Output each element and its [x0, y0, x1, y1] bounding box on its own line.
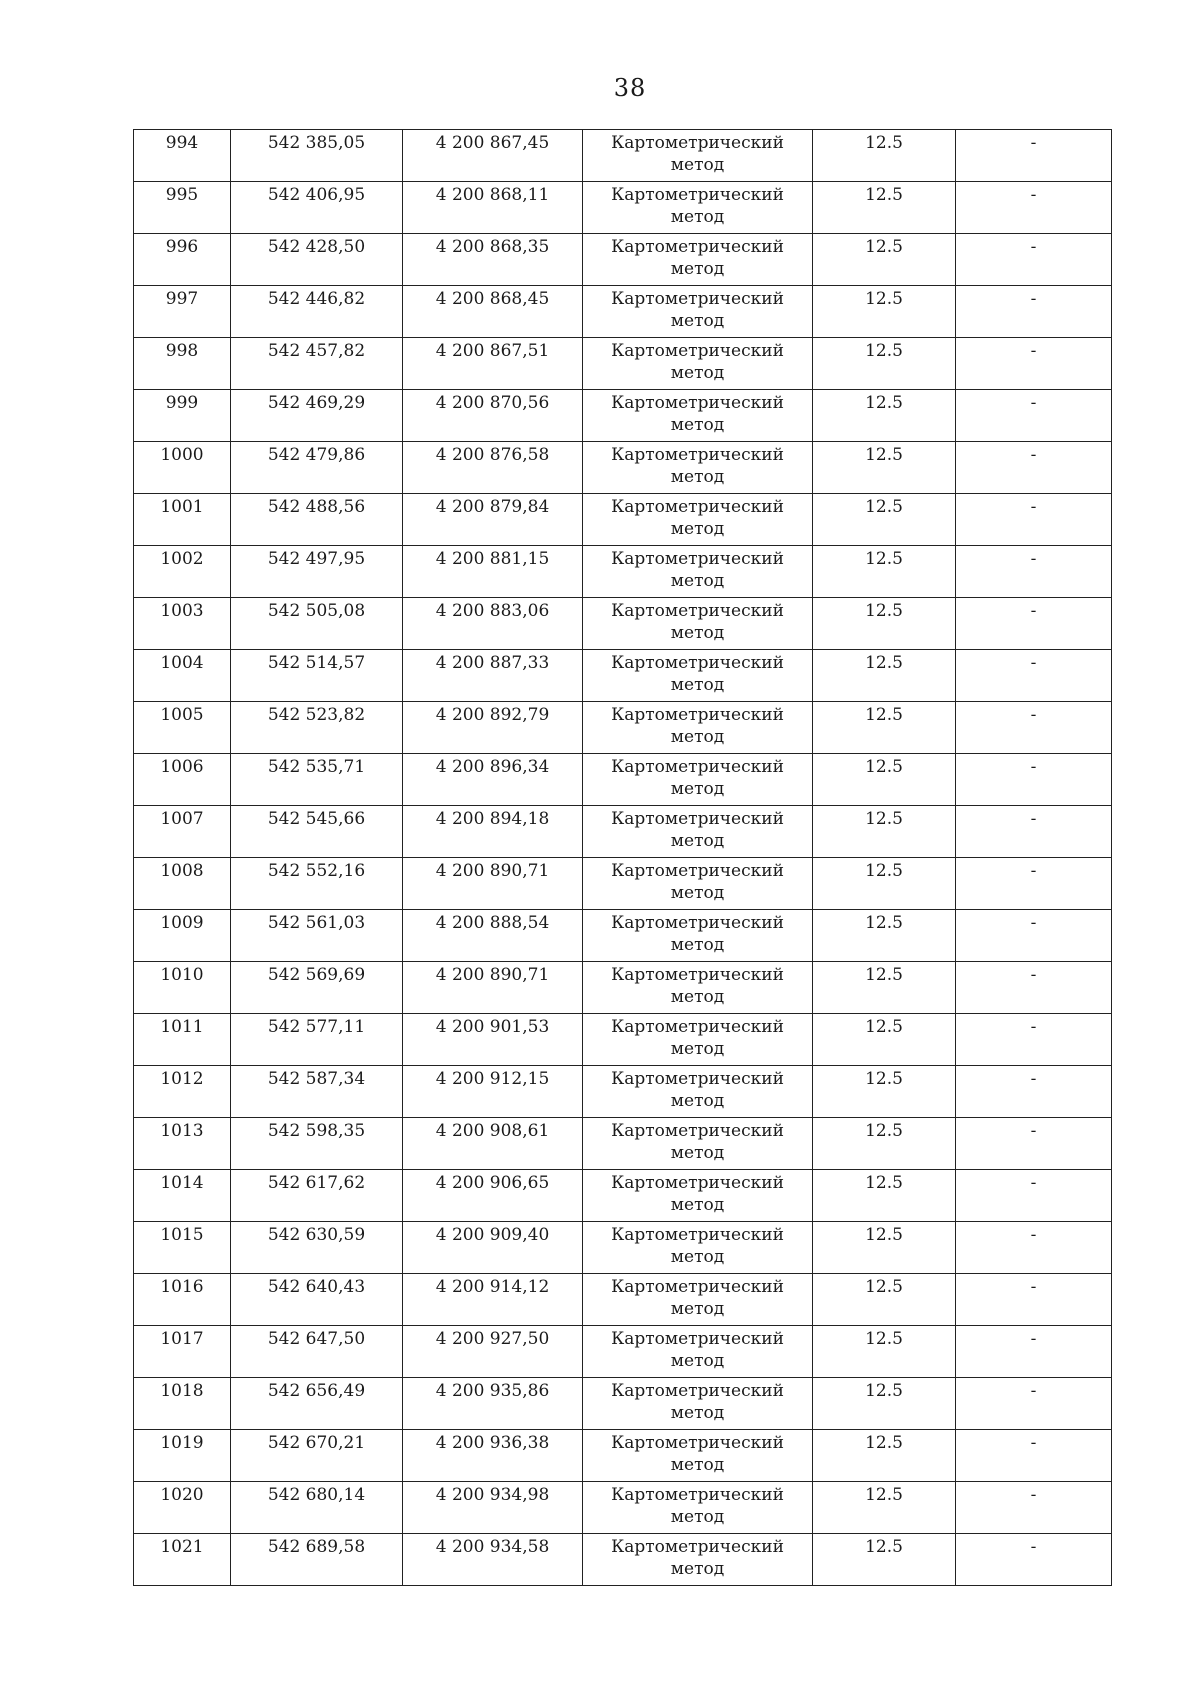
- table-row: [134, 546, 1112, 598]
- x-coordinate-cell: 542 647,50: [231, 1326, 403, 1378]
- method-line-2: метод: [670, 1195, 725, 1215]
- note-cell: -: [956, 390, 1112, 442]
- table-row: [134, 910, 1112, 962]
- method-line-1: Картометрический: [611, 1329, 784, 1349]
- accuracy-cell: 12.5: [813, 1274, 956, 1326]
- method-line-2: метод: [670, 623, 725, 643]
- method-line-1: Картометрический: [611, 1121, 784, 1141]
- note-cell: -: [956, 598, 1112, 650]
- method-line-2: метод: [670, 1247, 725, 1267]
- accuracy-cell: 12.5: [813, 962, 956, 1014]
- method-cell: [583, 1378, 813, 1430]
- y-coordinate-cell: 4 200 876,58: [403, 442, 583, 494]
- method-cell: [583, 598, 813, 650]
- note-cell: -: [956, 338, 1112, 390]
- method-line-2: метод: [670, 1351, 725, 1371]
- accuracy-cell: 12.5: [813, 182, 956, 234]
- y-coordinate-cell: 4 200 883,06: [403, 598, 583, 650]
- x-coordinate-cell: 542 670,21: [231, 1430, 403, 1482]
- point-number-cell: 1015: [134, 1222, 231, 1274]
- x-coordinate-cell: 542 469,29: [231, 390, 403, 442]
- method-line-2: метод: [670, 1455, 725, 1475]
- accuracy-cell: 12.5: [813, 858, 956, 910]
- x-coordinate-cell: 542 552,16: [231, 858, 403, 910]
- accuracy-cell: 12.5: [813, 546, 956, 598]
- y-coordinate-cell: 4 200 892,79: [403, 702, 583, 754]
- table-row: [134, 754, 1112, 806]
- method-line-1: Картометрический: [611, 809, 784, 829]
- x-coordinate-cell: 542 535,71: [231, 754, 403, 806]
- method-cell: [583, 1326, 813, 1378]
- note-cell: -: [956, 1274, 1112, 1326]
- x-coordinate-cell: 542 587,34: [231, 1066, 403, 1118]
- y-coordinate-cell: 4 200 912,15: [403, 1066, 583, 1118]
- method-line-2: метод: [670, 415, 725, 435]
- method-line-1: Картометрический: [611, 965, 784, 985]
- note-cell: -: [956, 1430, 1112, 1482]
- method-cell: [583, 390, 813, 442]
- page-number: 38: [613, 74, 647, 102]
- method-line-1: Картометрический: [611, 1537, 784, 1557]
- point-number-cell: 1001: [134, 494, 231, 546]
- method-line-1: Картометрический: [611, 913, 784, 933]
- note-cell: -: [956, 650, 1112, 702]
- method-line-1: Картометрический: [611, 1173, 784, 1193]
- method-line-2: метод: [670, 207, 725, 227]
- accuracy-cell: 12.5: [813, 754, 956, 806]
- accuracy-cell: 12.5: [813, 1118, 956, 1170]
- y-coordinate-cell: 4 200 896,34: [403, 754, 583, 806]
- table-row: [134, 1274, 1112, 1326]
- table-row: [134, 1378, 1112, 1430]
- accuracy-cell: 12.5: [813, 494, 956, 546]
- method-cell: [583, 1430, 813, 1482]
- accuracy-cell: 12.5: [813, 910, 956, 962]
- accuracy-cell: 12.5: [813, 442, 956, 494]
- point-number-cell: 1010: [134, 962, 231, 1014]
- note-cell: -: [956, 858, 1112, 910]
- point-number-cell: 1016: [134, 1274, 231, 1326]
- accuracy-cell: 12.5: [813, 1066, 956, 1118]
- method-cell: [583, 1222, 813, 1274]
- accuracy-cell: 12.5: [813, 1482, 956, 1534]
- note-cell: -: [956, 1118, 1112, 1170]
- note-cell: -: [956, 130, 1112, 182]
- table-row: [134, 1014, 1112, 1066]
- note-cell: -: [956, 962, 1112, 1014]
- note-cell: -: [956, 494, 1112, 546]
- table-row: [134, 1534, 1112, 1586]
- method-cell: [583, 494, 813, 546]
- x-coordinate-cell: 542 561,03: [231, 910, 403, 962]
- note-cell: -: [956, 1014, 1112, 1066]
- note-cell: -: [956, 1482, 1112, 1534]
- method-line-1: Картометрический: [611, 1433, 784, 1453]
- x-coordinate-cell: 542 640,43: [231, 1274, 403, 1326]
- y-coordinate-cell: 4 200 936,38: [403, 1430, 583, 1482]
- method-line-2: метод: [670, 1039, 725, 1059]
- note-cell: -: [956, 806, 1112, 858]
- method-line-2: метод: [670, 883, 725, 903]
- method-line-2: метод: [670, 1507, 725, 1527]
- point-number-cell: 997: [134, 286, 231, 338]
- method-line-2: метод: [670, 1143, 725, 1163]
- note-cell: -: [956, 1222, 1112, 1274]
- method-line-2: метод: [670, 571, 725, 591]
- y-coordinate-cell: 4 200 867,51: [403, 338, 583, 390]
- accuracy-cell: 12.5: [813, 130, 956, 182]
- table-row: [134, 338, 1112, 390]
- method-line-2: метод: [670, 779, 725, 799]
- x-coordinate-cell: 542 569,69: [231, 962, 403, 1014]
- table-row: [134, 1430, 1112, 1482]
- note-cell: -: [956, 1534, 1112, 1586]
- method-cell: [583, 650, 813, 702]
- method-cell: [583, 1482, 813, 1534]
- y-coordinate-cell: 4 200 894,18: [403, 806, 583, 858]
- method-cell: [583, 182, 813, 234]
- method-line-1: Картометрический: [611, 1277, 784, 1297]
- point-number-cell: 1020: [134, 1482, 231, 1534]
- point-number-cell: 998: [134, 338, 231, 390]
- x-coordinate-cell: 542 446,82: [231, 286, 403, 338]
- method-line-2: метод: [670, 831, 725, 851]
- method-line-2: метод: [670, 467, 725, 487]
- x-coordinate-cell: 542 457,82: [231, 338, 403, 390]
- coordinates-table-body: [134, 130, 1112, 1586]
- table-row: [134, 1118, 1112, 1170]
- y-coordinate-cell: 4 200 867,45: [403, 130, 583, 182]
- method-line-2: метод: [670, 1299, 725, 1319]
- method-line-2: метод: [670, 363, 725, 383]
- accuracy-cell: 12.5: [813, 1430, 956, 1482]
- accuracy-cell: 12.5: [813, 390, 956, 442]
- method-cell: [583, 1014, 813, 1066]
- table-row: [134, 598, 1112, 650]
- y-coordinate-cell: 4 200 890,71: [403, 962, 583, 1014]
- x-coordinate-cell: 542 680,14: [231, 1482, 403, 1534]
- method-cell: [583, 442, 813, 494]
- accuracy-cell: 12.5: [813, 1014, 956, 1066]
- note-cell: -: [956, 910, 1112, 962]
- point-number-cell: 1009: [134, 910, 231, 962]
- method-cell: [583, 1534, 813, 1586]
- point-number-cell: 994: [134, 130, 231, 182]
- method-line-1: Картометрический: [611, 289, 784, 309]
- note-cell: -: [956, 1378, 1112, 1430]
- accuracy-cell: 12.5: [813, 598, 956, 650]
- method-line-1: Картометрический: [611, 549, 784, 569]
- method-line-1: Картометрический: [611, 133, 784, 153]
- method-line-2: метод: [670, 987, 725, 1007]
- method-cell: [583, 234, 813, 286]
- y-coordinate-cell: 4 200 887,33: [403, 650, 583, 702]
- method-cell: [583, 286, 813, 338]
- method-cell: [583, 806, 813, 858]
- table-row: [134, 234, 1112, 286]
- table-row: [134, 702, 1112, 754]
- table-row: [134, 1170, 1112, 1222]
- accuracy-cell: 12.5: [813, 702, 956, 754]
- point-number-cell: 1019: [134, 1430, 231, 1482]
- point-number-cell: 1008: [134, 858, 231, 910]
- y-coordinate-cell: 4 200 870,56: [403, 390, 583, 442]
- x-coordinate-cell: 542 488,56: [231, 494, 403, 546]
- method-line-1: Картометрический: [611, 237, 784, 257]
- y-coordinate-cell: 4 200 868,35: [403, 234, 583, 286]
- method-line-2: метод: [670, 1091, 725, 1111]
- table-row: [134, 962, 1112, 1014]
- method-cell: [583, 858, 813, 910]
- table-row: [134, 1066, 1112, 1118]
- note-cell: -: [956, 286, 1112, 338]
- method-line-1: Картометрический: [611, 757, 784, 777]
- method-line-2: метод: [670, 155, 725, 175]
- y-coordinate-cell: 4 200 914,12: [403, 1274, 583, 1326]
- y-coordinate-cell: 4 200 901,53: [403, 1014, 583, 1066]
- point-number-cell: 1002: [134, 546, 231, 598]
- table-row: [134, 1222, 1112, 1274]
- method-line-1: Картометрический: [611, 705, 784, 725]
- x-coordinate-cell: 542 617,62: [231, 1170, 403, 1222]
- x-coordinate-cell: 542 598,35: [231, 1118, 403, 1170]
- note-cell: -: [956, 702, 1112, 754]
- table-row: [134, 1482, 1112, 1534]
- x-coordinate-cell: 542 385,05: [231, 130, 403, 182]
- accuracy-cell: 12.5: [813, 234, 956, 286]
- point-number-cell: 1007: [134, 806, 231, 858]
- y-coordinate-cell: 4 200 927,50: [403, 1326, 583, 1378]
- method-cell: [583, 546, 813, 598]
- table-row: [134, 442, 1112, 494]
- point-number-cell: 1014: [134, 1170, 231, 1222]
- method-line-1: Картометрический: [611, 393, 784, 413]
- x-coordinate-cell: 542 545,66: [231, 806, 403, 858]
- method-line-2: метод: [670, 311, 725, 331]
- y-coordinate-cell: 4 200 935,86: [403, 1378, 583, 1430]
- accuracy-cell: 12.5: [813, 286, 956, 338]
- method-cell: [583, 702, 813, 754]
- table-row: [134, 390, 1112, 442]
- method-line-1: Картометрический: [611, 341, 784, 361]
- method-line-1: Картометрический: [611, 1381, 784, 1401]
- y-coordinate-cell: 4 200 934,58: [403, 1534, 583, 1586]
- x-coordinate-cell: 542 479,86: [231, 442, 403, 494]
- method-line-2: метод: [670, 1403, 725, 1423]
- y-coordinate-cell: 4 200 908,61: [403, 1118, 583, 1170]
- x-coordinate-cell: 542 505,08: [231, 598, 403, 650]
- x-coordinate-cell: 542 523,82: [231, 702, 403, 754]
- note-cell: -: [956, 442, 1112, 494]
- table-row: [134, 130, 1112, 182]
- note-cell: -: [956, 234, 1112, 286]
- note-cell: -: [956, 754, 1112, 806]
- method-line-1: Картометрический: [611, 185, 784, 205]
- table-row: [134, 494, 1112, 546]
- y-coordinate-cell: 4 200 890,71: [403, 858, 583, 910]
- y-coordinate-cell: 4 200 906,65: [403, 1170, 583, 1222]
- y-coordinate-cell: 4 200 909,40: [403, 1222, 583, 1274]
- x-coordinate-cell: 542 497,95: [231, 546, 403, 598]
- table-row: [134, 858, 1112, 910]
- x-coordinate-cell: 542 656,49: [231, 1378, 403, 1430]
- accuracy-cell: 12.5: [813, 1222, 956, 1274]
- accuracy-cell: 12.5: [813, 1326, 956, 1378]
- accuracy-cell: 12.5: [813, 806, 956, 858]
- table-row: [134, 286, 1112, 338]
- point-number-cell: 1005: [134, 702, 231, 754]
- method-line-2: метод: [670, 727, 725, 747]
- note-cell: -: [956, 1170, 1112, 1222]
- x-coordinate-cell: 542 689,58: [231, 1534, 403, 1586]
- point-number-cell: 996: [134, 234, 231, 286]
- method-line-2: метод: [670, 259, 725, 279]
- point-number-cell: 1004: [134, 650, 231, 702]
- method-line-2: метод: [670, 519, 725, 539]
- method-line-1: Картометрический: [611, 1225, 784, 1245]
- y-coordinate-cell: 4 200 934,98: [403, 1482, 583, 1534]
- x-coordinate-cell: 542 406,95: [231, 182, 403, 234]
- y-coordinate-cell: 4 200 868,45: [403, 286, 583, 338]
- method-line-2: метод: [670, 935, 725, 955]
- method-line-1: Картометрический: [611, 445, 784, 465]
- y-coordinate-cell: 4 200 868,11: [403, 182, 583, 234]
- point-number-cell: 995: [134, 182, 231, 234]
- note-cell: -: [956, 1326, 1112, 1378]
- method-cell: [583, 1118, 813, 1170]
- table-row: [134, 806, 1112, 858]
- point-number-cell: 1017: [134, 1326, 231, 1378]
- method-cell: [583, 1066, 813, 1118]
- method-cell: [583, 1274, 813, 1326]
- y-coordinate-cell: 4 200 881,15: [403, 546, 583, 598]
- point-number-cell: 1021: [134, 1534, 231, 1586]
- note-cell: -: [956, 546, 1112, 598]
- method-line-1: Картометрический: [611, 861, 784, 881]
- method-line-1: Картометрический: [611, 1485, 784, 1505]
- point-number-cell: 999: [134, 390, 231, 442]
- method-line-1: Картометрический: [611, 1017, 784, 1037]
- method-cell: [583, 338, 813, 390]
- method-line-1: Картометрический: [611, 653, 784, 673]
- method-cell: [583, 130, 813, 182]
- method-cell: [583, 962, 813, 1014]
- method-line-1: Картометрический: [611, 497, 784, 517]
- x-coordinate-cell: 542 428,50: [231, 234, 403, 286]
- note-cell: -: [956, 1066, 1112, 1118]
- point-number-cell: 1000: [134, 442, 231, 494]
- method-line-2: метод: [670, 675, 725, 695]
- point-number-cell: 1011: [134, 1014, 231, 1066]
- table-row: [134, 182, 1112, 234]
- point-number-cell: 1018: [134, 1378, 231, 1430]
- coordinates-table: [133, 129, 1112, 1586]
- x-coordinate-cell: 542 514,57: [231, 650, 403, 702]
- method-cell: [583, 910, 813, 962]
- note-cell: -: [956, 182, 1112, 234]
- x-coordinate-cell: 542 630,59: [231, 1222, 403, 1274]
- accuracy-cell: 12.5: [813, 1170, 956, 1222]
- x-coordinate-cell: 542 577,11: [231, 1014, 403, 1066]
- y-coordinate-cell: 4 200 888,54: [403, 910, 583, 962]
- method-cell: [583, 1170, 813, 1222]
- table-row: [134, 1326, 1112, 1378]
- point-number-cell: 1012: [134, 1066, 231, 1118]
- accuracy-cell: 12.5: [813, 650, 956, 702]
- method-cell: [583, 754, 813, 806]
- y-coordinate-cell: 4 200 879,84: [403, 494, 583, 546]
- method-line-2: метод: [670, 1559, 725, 1579]
- point-number-cell: 1006: [134, 754, 231, 806]
- accuracy-cell: 12.5: [813, 1534, 956, 1586]
- accuracy-cell: 12.5: [813, 338, 956, 390]
- accuracy-cell: 12.5: [813, 1378, 956, 1430]
- method-line-1: Картометрический: [611, 601, 784, 621]
- table-row: [134, 650, 1112, 702]
- point-number-cell: 1013: [134, 1118, 231, 1170]
- point-number-cell: 1003: [134, 598, 231, 650]
- method-line-1: Картометрический: [611, 1069, 784, 1089]
